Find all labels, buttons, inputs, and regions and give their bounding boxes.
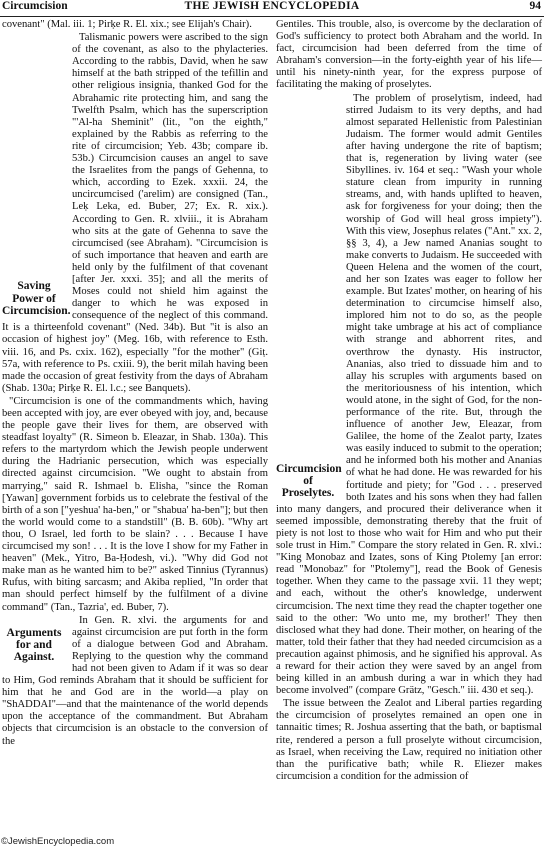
left-paragraph-2 bbox=[2, 32, 268, 395]
header-page-number: 94 bbox=[529, 0, 541, 12]
right-paragraph-3: The issue between the Zealot and Liberal parties regarding the circumcision of proselytes remained an open one in tannaitic times; R. Joshua asserting that the bath, or baptismal rite, rendered a person a full proselyte without circumcision, as Israel, when receiving the Law, required no initiation other than the purificative bath; while R. Eliezer makes circumcision a condition for the admission of bbox=[276, 698, 542, 782]
header-article-title: Circumcision bbox=[2, 0, 68, 12]
header-publication-title: THE JEWISH ENCYCLOPEDIA bbox=[184, 0, 360, 12]
left-paragraph-2-text: Talismanic powers were ascribed to the sign of the covenant, as also to the phylacteries. According to the rabbis, David, when he saw himself at the bath stripped of the tefillin and other religious insignia, thanked God for the Abrahamic rite protecting him, and sang the Twelfth Psalm, which has the superscription "'Al-ha Sheminit" (lit., "on the eighth," explained by the Rabbis as referring to the rite of circumcision; Yeb. 43b; compare ib. 53b.) Circumcision causes an angel to save the Israelites from the pangs of Gehenna, to which, according to Ezek. xxxii. 24, the uncircumcised ('arelim) are consigned (Tan., Leḳ Leka, ed. Buber, 27; Ex. R. xix.). According to Gen. R. xlviii., it is Abraham who sits at the gate of Gehenna to save the circumcised (see Abraham). "Circumcision is of such importance that heaven and earth are held only by the fulfilment of that covenant [after Jer. xxxi. 35]; and all the merits of Moses could not shield him against the danger to which he was exposed in consequence of the neglect of this command. It is a thirteenfold covenant" (Ned. 34b). But "it is also an occasion of highest joy" (Meg. 16b, with reference to Esth. viii. 16, and Ps. cxix. 162), especially "for the mother" (Giṭ. 57a, with reference to Ps. cxiii. 9), the berit milah having been made the occasion of great festivity from the days of Abraham (Shab. 130a; Pirḳe R. El. l.c.; see Banquets). bbox=[2, 32, 268, 394]
header-rule bbox=[0, 16, 544, 17]
left-paragraph-4-text: In Gen. R. xlvi. the arguments for and against circumcision are put forth in the form of a dialogue between God and Abraham. Replying to the question why the command had not been given to Adam if it was so dear to Him, God reminds Abraham that it should be sufficient for him that he and God are in the world—a play on "ShADDAI"—and that the maintenance of the world depends upon the acceptance of the commandment. But Abraham objects that circumcision is an obstacle to the conversion of the bbox=[2, 614, 268, 747]
right-paragraph-1: Gentiles. This trouble, also, is overcome by the declaration of God's sufficiency to protect both Abraham and the world. In fact, circumcision had been deferred from the time of Abraham's conversion—in the forty-eighth year of his life—until his ninety-ninth year, for the express purpose of facilitating the making of proselytes. bbox=[276, 19, 542, 91]
right-paragraph-2-text: The problem of proselytism, indeed, had stirred Judaism to its very depths, and had almost separated Hellenistic from Palestinian Judaism. The former would admit Gentiles after having undergone the rite of baptism; that is, regeneration by living water (see Sibyllines. iv. 164 et seq.: "Wash your whole stature clean from impurity in running streams, and, with hands uplifted to heaven, ask for forgiveness for your doing; then the worship of God will heal gross impiety"). With this view, Josephus relates ("Ant." xx. 2, §§ 3, 4), a Jew named Ananias sought to make converts to Judaism. He succeeded with Queen Helena and the women of the court, and her son Izates was eager to follow her example. But Izates' mother, on hearing of his determination to circumcise himself also, implored him not to do so, as the people might take umbrage at his act of compliance with strange and abhorrent rites, and overthrow the dynasty. His instructor, Ananias, also tried to dissuade him and to allay his scruples with arguments based on the meritoriousness of his intention, which would atone, in the sight of God, for the non-performance of the rite. But, through the influence of another Jew, Eleazar, from Galilee, the home of the Zealot party, Izates was easily induced to submit to the operation; and he informed both his mother and Ananias of what he had done. He was rewarded for his fortitude and piety; for "God . . . preserved both Izates and his sons when they had fallen into many dangers, and procured their deliverance when it seemed impossible, demonstrating thereby that the fruit of piety is not lost to those who wait for Him and who put their sole trust in Him." Compare the story related in Gen. R. xlvi.: "King Monobaz and Izates, sons of King Ptolemy [an error: read "Monobaz" for "Ptolemy"], read the Book of Genesis together. When they came to the passage xvii. 11 they wept; and each, without the other's knowledge, underwent circumcision. The next time they read the chapter together one said to the other: 'Wo unto me, my brother!' They then disclosed what they had done. Their mother, on hearing of the matter, told their father that they had needed circumcision as a precaution against phimosis, and he signified his approval. As a reward for their action they were saved by an angel from being killed in an ambush during a war in which they had become involved" (compare Grätz, "Gesch." iii. 430 et seq.). bbox=[276, 92, 542, 697]
left-paragraph-1: covenant" (Mal. iii. 1; Pirḳe R. El. xix.; see Elijah's Chair). bbox=[2, 19, 252, 30]
left-paragraph-3: "Circumcision is one of the commandments which, having been accepted with joy, are ever obeyed with joy, and, because the people gave their lives for them, are observed with steadfast loyalty" (R. Simeon b. Eleazar, in Shab. 130a). This refers to the martyrdom which the Jewish people underwent during the Hadrianic persecution, which was especially directed against circumcision. "We ought to abstain from marrying," said R. Ishmael b. Elisha, "since the Roman [Yawan] government forbids us to celebrate the festival of the birth of a son ["yeshua' ha-ben," or "shabua' ha-ben"]; but then the world would come to a standstill" (B. B. 60b). "Why art thou, O Israel, led forth to be slain? . . . Because I have circumcised my son! . . . It is the love I show for my Father in heaven" (Mek., Yitro, Ba-Ḥodesh, vi.). "Why did God not make man as he wanted him to be?" asked Tinnius (Tyrannus) Rufus, with biting sarcasm; and Akiba replied, "In order that man should perfect himself by the fulfilment of a divine command" (Tan., Tazria', ed. Buber, 7). bbox=[2, 395, 268, 613]
left-paragraph-4 bbox=[2, 615, 268, 748]
left-column bbox=[2, 19, 268, 748]
running-header bbox=[0, 0, 544, 14]
side-label-saving-power: Saving Power of Circumcision. bbox=[2, 280, 71, 317]
side-label-proselytes: Circumcision of Proselytes. bbox=[276, 462, 342, 500]
right-paragraph-2 bbox=[276, 93, 542, 698]
side-label-arguments: Arguments for and Against. bbox=[6, 626, 62, 664]
right-column bbox=[276, 19, 542, 783]
copyright-footer: ©JewishEncyclopedia.com bbox=[1, 836, 115, 847]
